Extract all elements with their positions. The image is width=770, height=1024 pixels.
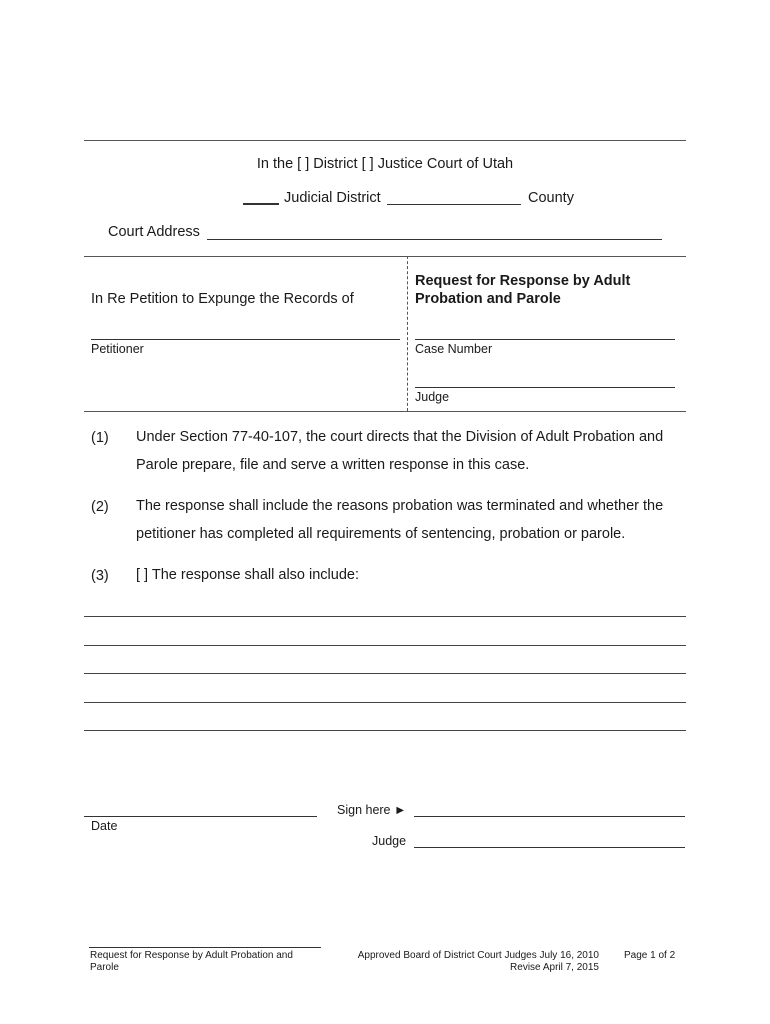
footer-page-number: Page 1 of 2 [624, 950, 676, 961]
footer-form-title-line1: Request for Response by Adult Probation and [90, 950, 293, 961]
petitioner-label: Petitioner [91, 342, 144, 356]
item-3-number: (3) [91, 568, 109, 584]
form-title-line2: Probation and Parole [415, 291, 561, 307]
court-line: In the [ ] District [ ] Justice Court of Utah [256, 156, 514, 172]
response-line-5[interactable] [84, 730, 686, 731]
response-line-4[interactable] [84, 702, 686, 703]
county-field[interactable] [387, 204, 521, 205]
district-blank[interactable] [243, 190, 279, 204]
judge-name-field[interactable] [415, 387, 675, 388]
caption-divider [407, 256, 408, 411]
court-address-label: Court Address [108, 224, 200, 240]
item-2-number: (2) [91, 499, 109, 515]
item-1-number: (1) [91, 430, 109, 446]
in-re-label: In Re Petition to Expunge the Records of [91, 291, 354, 307]
item-2-text: The response shall include the reasons probation was terminated and whether the petitioner has completed all requirements of sentencing, probation or parole. [136, 498, 664, 542]
judge-label: Judge [415, 390, 450, 404]
footer-rule-left [89, 947, 321, 948]
response-line-3[interactable] [84, 673, 686, 674]
caption-bottom-rule [84, 411, 686, 412]
case-number-label: Case Number [415, 342, 493, 356]
caption-top-rule [84, 256, 686, 257]
district-county-line [243, 190, 279, 208]
date-field[interactable] [84, 816, 317, 817]
signature-field[interactable] [414, 816, 685, 817]
footer-revised-line: Revise April 7, 2015 [510, 962, 599, 973]
county-label: County [528, 190, 574, 206]
date-label: Date [91, 819, 118, 833]
footer-form-title-line2: Parole [90, 962, 119, 973]
top-rule [84, 140, 686, 141]
case-number-field[interactable] [415, 339, 675, 340]
signature-judge-label: Judge [372, 834, 407, 848]
court-address-field[interactable] [207, 239, 662, 240]
form-title-line1: Request for Response by Adult [415, 273, 631, 289]
district-field[interactable] [243, 204, 279, 205]
item-1-text: Under Section 77-40-107, the court directs that the Division of Adult Probation and Parole prepare, file and serve a written response in this case. [136, 429, 664, 473]
footer-approved-line: Approved Board of District Court Judges July 16, 2010 [357, 950, 599, 961]
district-label: Judicial District [284, 190, 381, 206]
item-3-text: [ ] The response shall also include: [136, 567, 360, 583]
petitioner-name-field[interactable] [91, 339, 400, 340]
judge-printed-name-field[interactable] [414, 847, 685, 848]
response-line-1[interactable] [84, 616, 686, 617]
sign-here-label: Sign here ► [337, 803, 407, 817]
response-line-2[interactable] [84, 645, 686, 646]
